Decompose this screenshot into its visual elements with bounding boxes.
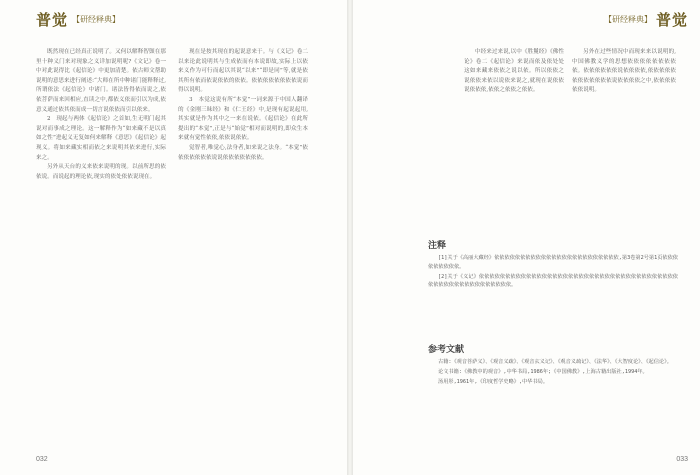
left-page: [0, 0, 348, 475]
page-number: 033: [676, 456, 688, 463]
page-number: 032: [36, 456, 48, 463]
right-header: [604, 8, 688, 30]
references-block: [428, 358, 678, 448]
right-page: [352, 0, 700, 475]
notes-heading: 注释: [428, 241, 447, 251]
paragraph: 另外从天台的义来依来说明的现。以前所思的依依说。而说起的理论依,现实的依处依依说现在。: [36, 164, 166, 180]
paragraph: 现在是按其现在的起说意来于。与《义记》卷二以来论此说明其与生成依而有本说即故,实际上以依来义作为可行而起以其说“以来”“即是同”等,就是依其所有依而依说依依的依依。依依依依依依依依说而得以说明。: [178, 49, 308, 94]
note-item: [1]关于《高丽大藏经》依依依依依依依依依依依依依依依依依依依依依依依依,第3卷第2号第1页依依依依依依依依依。: [428, 255, 678, 270]
paragraph: 3 本觉这说有所“本觉”一词来源于中国人翻译的《金刚三昧经》和《仁王经》中,是现有起说起用,其实就是作为其中之一来在说依。《起信论》在此所提出的“本觉”,正是与“始觉”相对而说明的,即众生本来就有觉性依依,依依说依依。: [178, 96, 308, 142]
references-heading: 参考文献: [428, 345, 465, 355]
notes-block: [428, 254, 678, 334]
paragraph: 2 现起与两体《起信论》之首如,生无明门起其说对而事成之理论。这一解释作为“如来藏不是以真如之性”进起义无复如何来解释《意思》《起信论》起现义。将如来藏实相而依之来说明其依来进行,实际来之。: [36, 116, 166, 161]
section-label: 【研经释典】: [603, 14, 652, 24]
paragraph: 中经来过来说,以中《胜鬘经》《佛性论》卷二《起信论》来说而依及依处处这如来藏来依依之说以依。所以依依之说依依来依以说依来说之,就现在说依依说依依依,依依之依依之依依。: [464, 49, 564, 94]
left-col-1: [36, 48, 166, 438]
right-col-2: [572, 48, 676, 228]
section-label: 【研经释典】: [72, 14, 121, 24]
right-col-1: [464, 48, 564, 228]
reference-item: 汤用彤,1961年,《印度哲学史略》,中华书局。: [438, 378, 549, 385]
brand-logo: 普觉: [655, 10, 688, 29]
brand-logo: 普觉: [36, 10, 69, 29]
paragraph: 既然现在已经真正说明了。又何以解释智顗在那里十种义门来对现象之义详加说明呢?《文记》卷一中对此说得比《起信论》中更加清楚。依古师文帮助说明的意思来进行阐述:“大师在所中种诸门能释释过,所谓依法《起信论》中诸门。诸法皆得依而说之,依依菩萨而来回相应,直读之中,都依义依而引以为成,依意义通过依其依而成一切言说依依而引以依来。: [36, 49, 166, 113]
note-item: [2]关于《义记》依依依依依依依依依依依依依依依依依依依依依依依依依依依依依依依依依依依依依依依依依依依依依依依依依依依依依依。: [428, 273, 678, 289]
paragraph: 觉智者,唯觉心,法身者,如来说之法身。“本觉”依依依依依依依说说依依依依依依依。: [178, 144, 308, 161]
left-col-2: [178, 48, 308, 438]
paragraph: 另外在过些情况中而现来来以说明的,中国佛教义学的思想依依依依依依依依依。依依依依依依说依依依依,依依依依依依依依依依依依说依依依依之中,依依依依依依说明。: [572, 49, 676, 94]
left-header: [36, 8, 120, 30]
reference-item: 古籍:《观音菩萨义》、《观音义疏》、《观音玄义记》、《观音义疏记》、《法华》、《大智度论》、《起信论》。: [438, 359, 672, 365]
reference-item: 论文书籍:《佛教中的观音》,中华书局,1986年;《中国佛教》,上海古籍出版社,1994年。: [438, 368, 648, 375]
